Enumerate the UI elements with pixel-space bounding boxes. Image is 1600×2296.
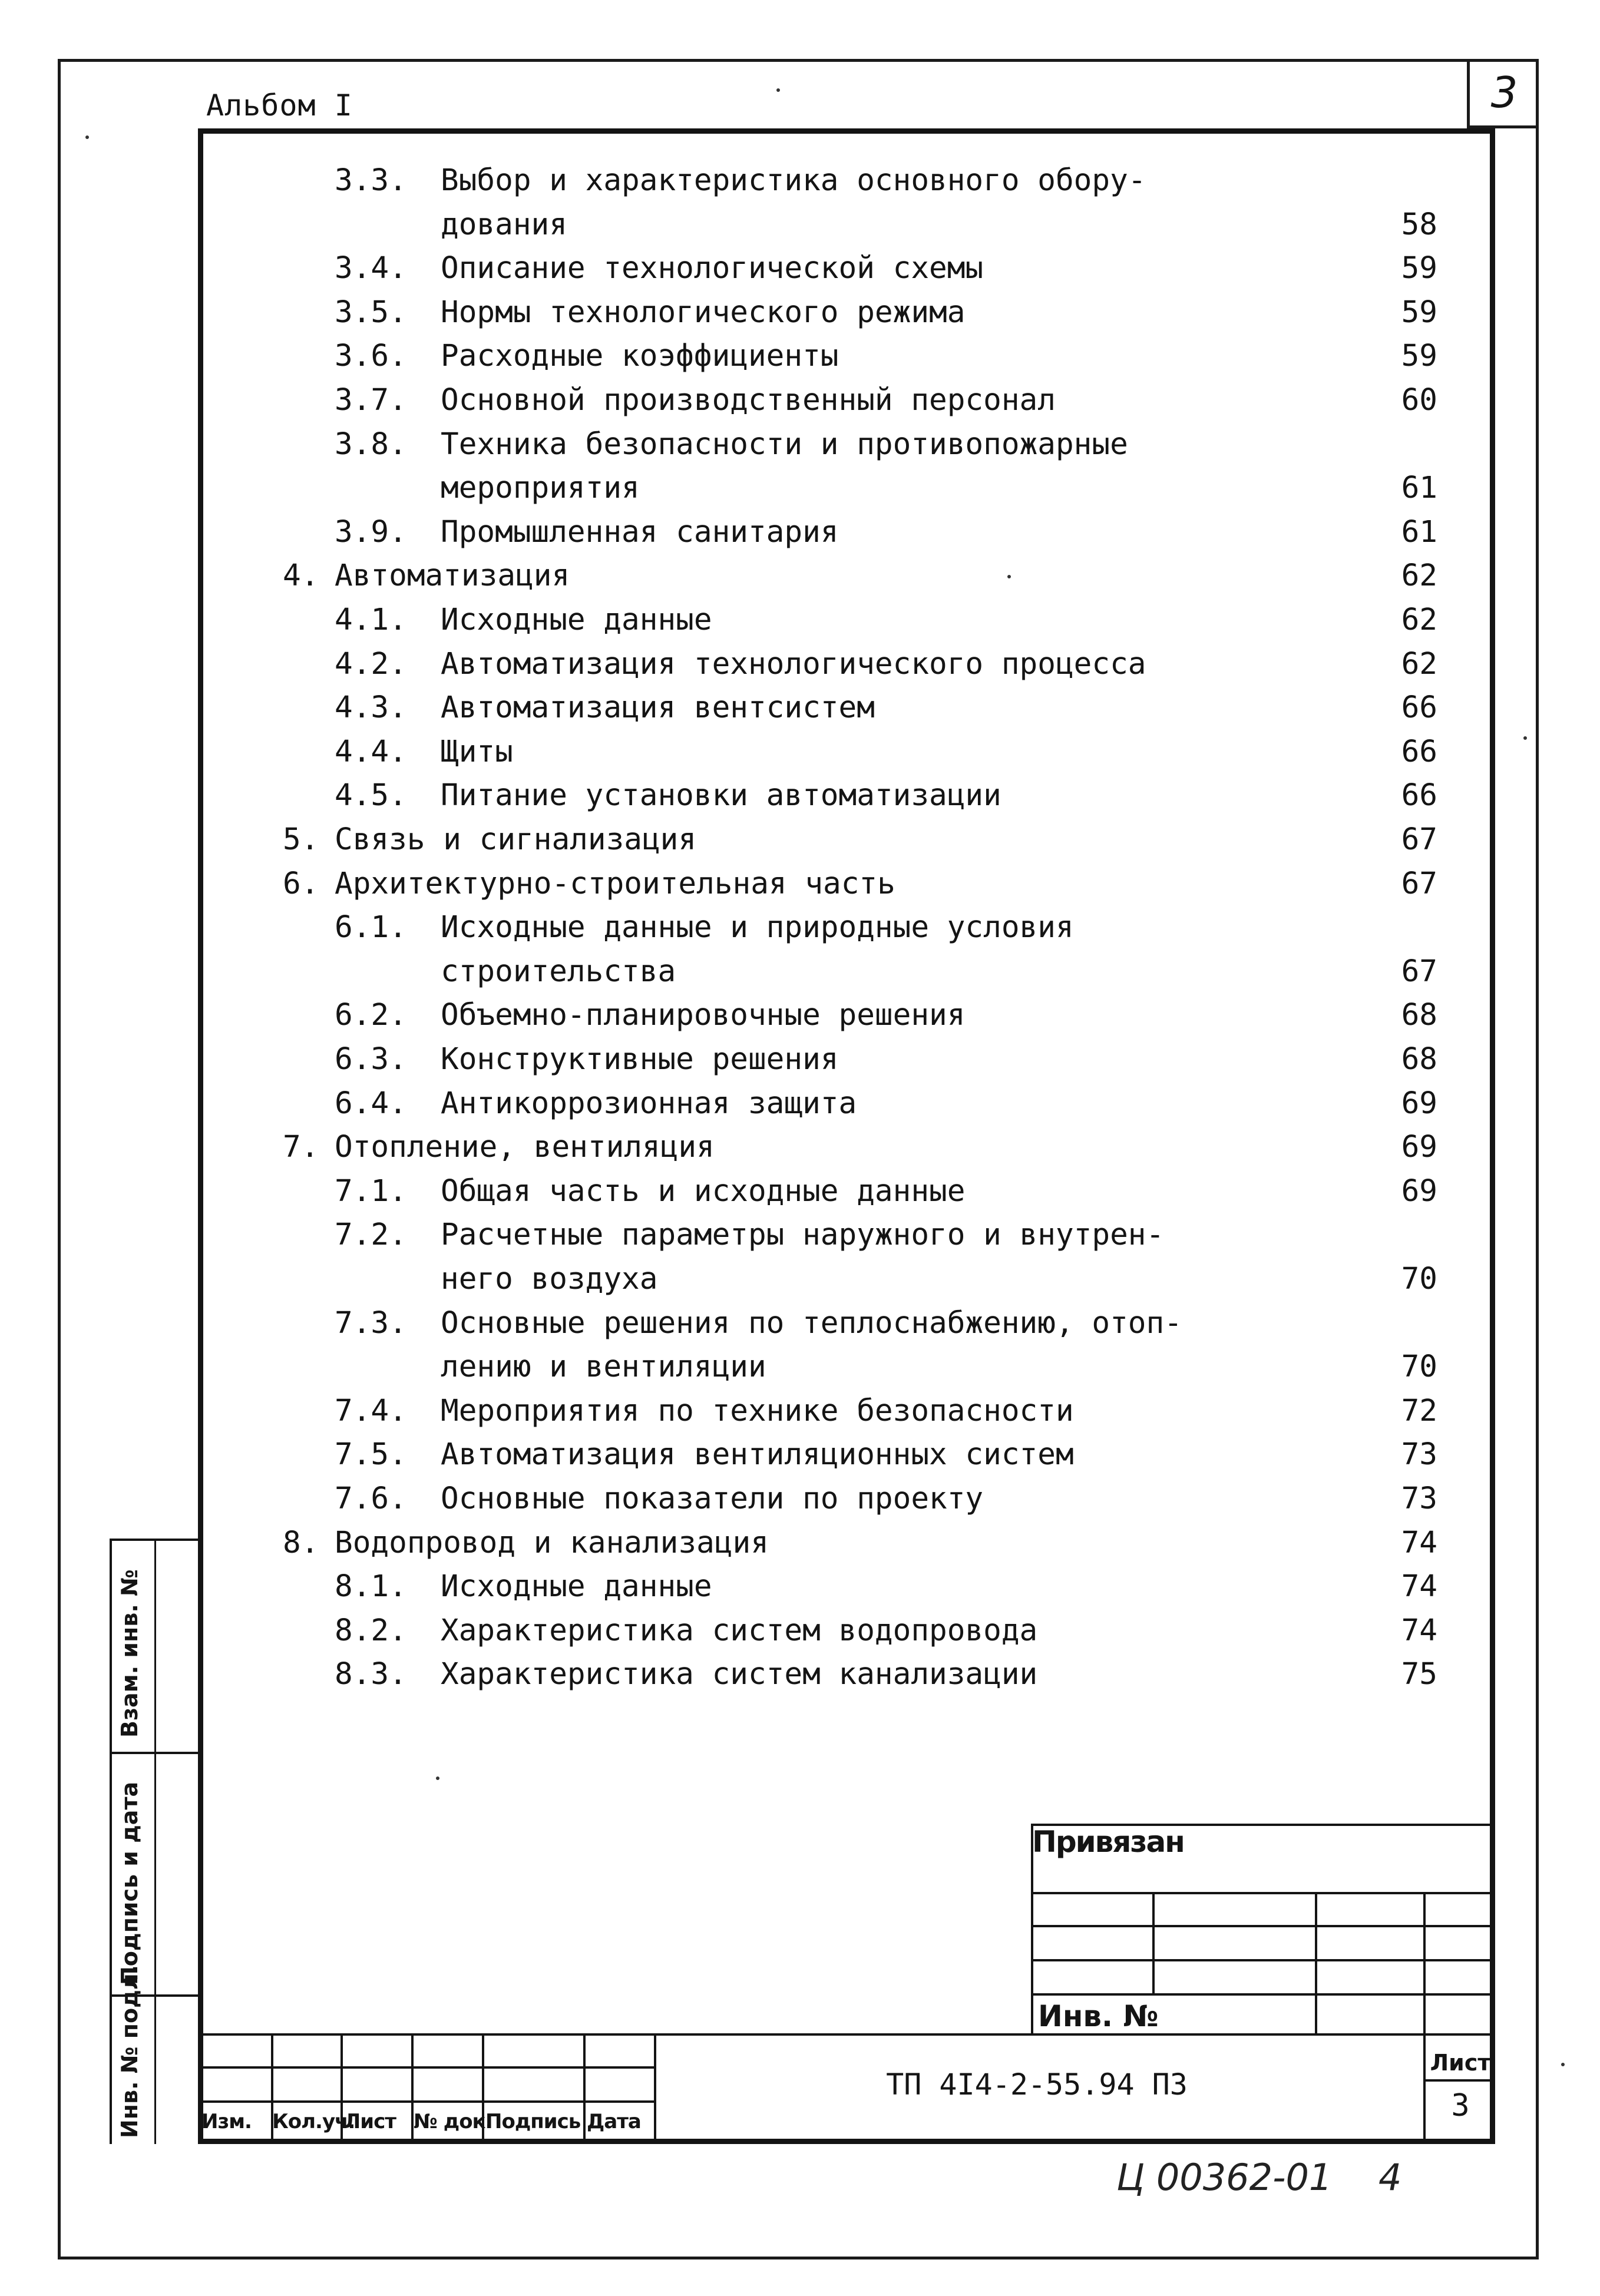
toc-entry-number: 4. [283,558,319,594]
toc-entry [200,1609,1437,1653]
toc-entry-number: 8.1. [335,1569,407,1604]
toc-entry [200,203,1437,247]
toc-entry [200,335,1437,378]
toc-entry-title: Расчетные параметры наружного и внутрен- [441,1218,1165,1253]
toc-entry-title: Основные показатели по проекту [441,1481,984,1516]
toc-entry [200,554,1437,598]
toc-entry-page: 68 [1401,1042,1437,1077]
col-kol-uch: Кол.уч. [272,2110,355,2133]
toc-entry [200,643,1437,686]
album-label: Альбом I [206,88,353,123]
toc-entry-number: 3.8. [335,426,407,462]
toc-entry-number: 6.1. [335,910,407,945]
toc-entry-page: 73 [1401,1437,1437,1473]
col-n-dok: № док. [414,2110,492,2133]
toc-entry-title: Мероприятия по технике безопасности [441,1393,1074,1428]
toc-entry-page: 74 [1401,1525,1437,1560]
toc-entry-number: 8.2. [335,1613,407,1648]
toc-entry [200,1038,1437,1081]
toc-entry-title: Отопление, вентиляция [335,1130,715,1165]
toc-entry-title: Исходные данные [441,603,712,637]
toc-entry [200,511,1437,554]
toc-entry-title: Архитектурно-строительная часть [335,866,895,901]
title-block-top-border [198,2033,1495,2036]
toc-entry-title: Автоматизация вентсистем [441,690,875,726]
toc-entry-title: Описание технологической схемы [441,251,984,286]
toc-entry-title: Нормы технологического режима [441,295,966,330]
scan-speck [1007,575,1011,578]
toc-entry-page: 59 [1401,251,1437,286]
toc-entry [200,994,1437,1037]
sheet-label: Лист [1430,2050,1491,2076]
toc-entry [200,1433,1437,1477]
privyazan-col-line [1152,1892,1155,1993]
toc-entry-number: 7.1. [335,1173,407,1209]
toc-entry-title: Исходные данные и природные условия [441,910,1074,945]
toc-entry-number: 6. [283,866,319,901]
toc-entry [200,730,1437,774]
toc-entry [200,774,1437,818]
toc-entry-page: 60 [1401,383,1437,418]
toc-entry-page: 61 [1401,514,1437,550]
toc-entry-number: 7.3. [335,1305,407,1341]
toc-entry-number: 3.4. [335,251,407,286]
toc-entry-page: 59 [1401,295,1437,330]
document-code: ТП 4I4-2-55.94 ПЗ [886,2067,1188,2102]
toc-entry-title: Общая часть и исходные данные [441,1173,966,1209]
toc-entry-title: Характеристика систем канализации [441,1657,1038,1692]
toc-entry-number: 5. [283,822,319,857]
toc-entry-page: 69 [1401,1086,1437,1121]
toc-entry-page: 72 [1401,1393,1437,1428]
scan-speck [1561,2063,1565,2066]
privyazan-inv-label: Инв. № [1038,1999,1159,2033]
page-mark-box [1467,59,1539,128]
toc-entry-title: Характеристика систем водопровода [441,1613,1038,1648]
toc-entry [200,1126,1437,1169]
toc-entry-page: 62 [1401,558,1437,594]
sheet-number: 3 [1451,2088,1470,2123]
vzam-inv-label: Взам. инв. № [117,1569,143,1738]
toc-entry-page: 67 [1401,954,1437,989]
toc-entry [200,1213,1437,1257]
toc-entry-number: 7.6. [335,1481,407,1516]
privyazan-col-line [1423,1892,1426,2036]
podpis-data-label: Подпись и дата [117,1781,143,1985]
toc-entry-title: Конструктивные решения [441,1042,839,1077]
toc-entry-number: 6.4. [335,1086,407,1121]
toc-entry-title: лению и вентиляции [441,1349,766,1385]
toc-entry-title: Объемно-планировочные решения [441,998,966,1033]
toc-entry [200,598,1437,642]
toc-entry [200,1653,1437,1696]
toc-entry-number: 8.3. [335,1657,407,1692]
toc-entry [200,1521,1437,1565]
col-podpis: Подпись [485,2110,581,2133]
toc-entry [200,1565,1437,1609]
toc-entry-page: 67 [1401,866,1437,901]
privyazan-title: Привязан [1032,1825,1184,1859]
toc-entry-title: Автоматизация [335,558,570,594]
toc-entry-number: 7. [283,1130,319,1165]
toc-entry [200,1302,1437,1345]
col-list: Лист [344,2110,396,2133]
toc-entry-title: Связь и сигнализация [335,822,697,857]
toc-entry [200,247,1437,290]
side-stamp-vertical [154,1539,156,2144]
toc-entry-number: 4.1. [335,603,407,637]
toc-entry-title: Исходные данные [441,1569,712,1604]
toc-entry-number: 3.7. [335,383,407,418]
toc-entry-number: 7.2. [335,1218,407,1253]
toc-entry-number: 4.4. [335,734,407,769]
toc-entry-number: 3.5. [335,295,407,330]
toc-entry-number: 4.5. [335,778,407,813]
handwritten-mark: 4 [1378,2156,1402,2199]
toc-entry [200,1477,1437,1521]
toc-entry-page: 74 [1401,1569,1437,1604]
toc-entry-number: 4.3. [335,690,407,726]
toc-entry-page: 70 [1401,1349,1437,1385]
scan-speck [1523,736,1527,740]
toc-entry [200,159,1437,203]
toc-entry-page: 67 [1401,822,1437,857]
toc-entry [200,906,1437,950]
toc-entry-title: строительства [441,954,676,989]
side-stamp-divider [110,1752,198,1754]
page-mark: 3 [1490,67,1518,117]
toc-entry-number: 6.2. [335,998,407,1033]
toc-entry-page: 58 [1401,207,1437,242]
toc-entry-number: 7.4. [335,1393,407,1428]
toc-entry-number: 8. [283,1525,319,1560]
col-izm: Изм. [201,2110,252,2133]
toc-entry-title: Основной производственный персонал [441,383,1056,418]
scan-speck [85,135,89,139]
toc-entry [200,379,1437,422]
toc-entry [200,1082,1437,1126]
toc-entry [200,1389,1437,1433]
toc-entry-title: Расходные коэффициенты [441,339,839,374]
scan-speck [436,1776,439,1780]
privyazan-col-line [1315,1892,1317,2036]
toc-entry [200,818,1437,862]
toc-entry [200,1170,1437,1213]
title-block-col-line [583,2033,586,2144]
toc-entry [200,686,1437,730]
toc-entry-title: Основные решения по теплоснабжению, отоп- [441,1305,1182,1341]
toc-entry-number: 3.3. [335,163,407,198]
toc-entry-title: Водопровод и канализация [335,1525,769,1560]
toc-entry-title: Промышленная санитария [441,514,839,550]
toc-entry-number: 6.3. [335,1042,407,1077]
toc-entry-page: 62 [1401,646,1437,681]
toc-entry-page: 66 [1401,734,1437,769]
toc-entry [200,423,1437,467]
toc-entry-title: Выбор и характеристика основного обору- [441,163,1146,198]
toc-entry-page: 61 [1401,471,1437,506]
toc-entry-page: 75 [1401,1657,1437,1692]
toc-entry [200,862,1437,906]
toc-entry [200,467,1437,510]
toc-entry-title: дования [441,207,567,242]
toc-entry-page: 69 [1401,1173,1437,1209]
toc-entry [200,1345,1437,1389]
scan-speck [776,88,780,92]
toc-entry-page: 70 [1401,1262,1437,1296]
toc-entry-title: Автоматизация технологического процесса [441,646,1146,681]
toc-entry-page: 62 [1401,603,1437,637]
toc-entry-number: 3.6. [335,339,407,374]
toc-entry [200,291,1437,335]
toc-entry-page: 66 [1401,690,1437,726]
toc-entry-title: мероприятия [441,471,640,506]
toc-entry-page: 69 [1401,1130,1437,1165]
toc-entry-title: Щиты [441,734,513,769]
col-data: Дата [587,2110,641,2133]
sheet-box-divider [1423,2079,1495,2082]
toc-entry-title: Автоматизация вентиляционных систем [441,1437,1074,1473]
toc-entry-page: 66 [1401,778,1437,813]
toc-entry-number: 3.9. [335,514,407,550]
inv-podl-label: Инв. № подл. [117,1964,143,2138]
toc-entry [200,950,1437,994]
toc-entry-page: 68 [1401,998,1437,1033]
toc-entry-title: Техника безопасности и противопожарные [441,426,1128,462]
toc-entry-page: 73 [1401,1481,1437,1516]
toc-entry-page: 74 [1401,1613,1437,1648]
handwritten-code: Ц 00362-01 [1116,2156,1333,2199]
toc-entry-title: него воздуха [441,1262,658,1296]
toc-entry-page: 59 [1401,339,1437,374]
toc-entry [200,1258,1437,1301]
toc-entry-number: 7.5. [335,1437,407,1473]
toc-entry-number: 4.2. [335,646,407,681]
toc-entry-title: Питание установки автоматизации [441,778,1001,813]
toc-entry-title: Антикоррозионная защита [441,1086,857,1121]
